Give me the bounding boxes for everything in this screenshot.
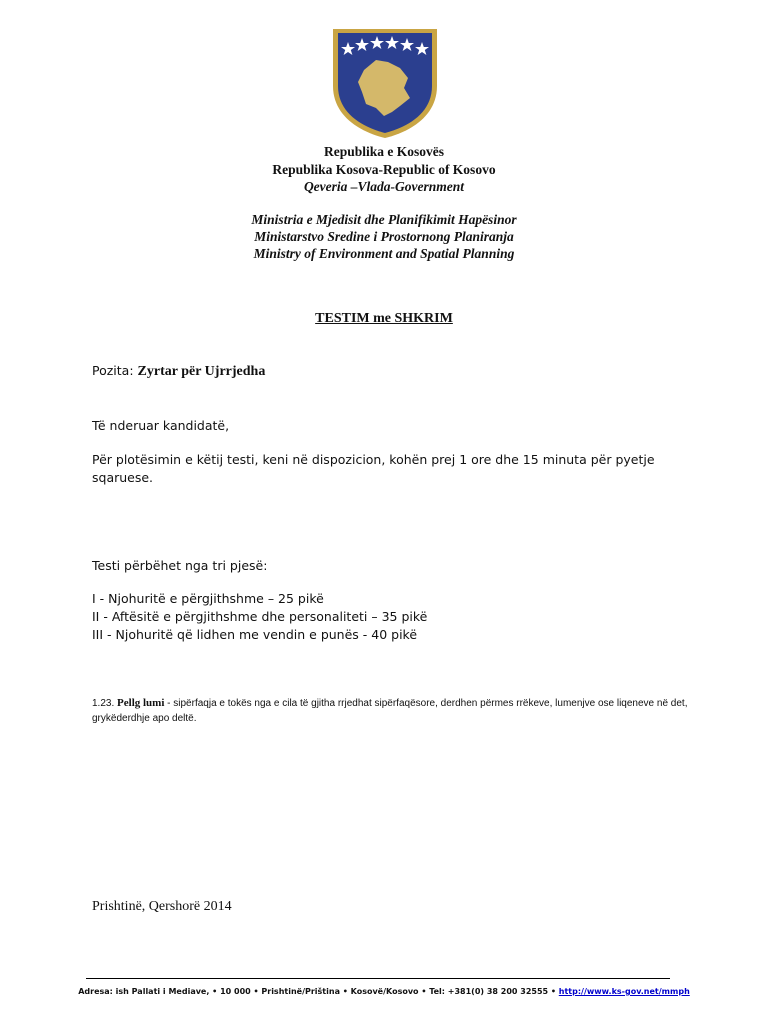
ministry-website-link[interactable]: http://www.ks-gov.net/mmph — [558, 987, 690, 996]
parts-intro: Testi përbëhet nga tri pjesë: — [92, 558, 268, 573]
document-title: TESTIM me SHKRIM — [315, 311, 453, 326]
position-value: Zyrtar për Ujrrjedha — [137, 364, 266, 379]
position-label: Pozita: — [92, 363, 138, 378]
footer-address-text: Adresa: ish Pallati i Mediave, • 10 000 • Prishtinë/Priština • Kosovë/Kosovo • Tel: +381(0) 38 200 32555 • — [78, 987, 559, 996]
instructions: Për plotësimin e këtij testi, keni në dispozicion, kohën prej 1 ore dhe 15 minuta për pyetje sqaruese. — [92, 452, 655, 485]
greeting: Të nderuar kandidatë, — [92, 418, 230, 433]
part-item: II - Aftësitë e përgjithshme dhe personaliteti – 35 pikë — [92, 609, 428, 624]
ministry-sq: Ministria e Mjedisit dhe Planifikimit Hapësinor — [251, 212, 517, 227]
ministry-sr: Ministarstvo Sredine i Prostornong Planiranja — [254, 229, 514, 244]
definition-text: - sipërfaqja e tokës nga e cila të gjitha rrjedhat sipërfaqësore, derdhen përmes rrëkeve, lumenjve ose liqeneve në det, grykëderdhje apo deltë. — [92, 698, 688, 724]
kosovo-coat-of-arms — [330, 26, 440, 140]
definition-number: 1.23. — [92, 698, 118, 709]
header-line1: Republika e Kosovës — [323, 144, 445, 159]
definition-term: Pellg lumi — [117, 697, 165, 709]
footer-divider — [86, 978, 670, 979]
place-date: Prishtinë, Qershorë 2014 — [92, 899, 232, 914]
position-line — [92, 362, 265, 380]
header-line3: Qeveria –Vlada-Government — [303, 179, 465, 194]
header-line2: Republika Kosova-Republic of Kosovo — [272, 162, 496, 177]
part-item: I - Njohuritë e përgjithshme – 25 pikë — [92, 591, 324, 606]
footer-address — [0, 987, 768, 996]
definition — [92, 696, 702, 726]
part-item: III - Njohuritë që lidhen me vendin e punës - 40 pikë — [92, 627, 418, 642]
ministry-en: Ministry of Environment and Spatial Planning — [253, 246, 515, 261]
